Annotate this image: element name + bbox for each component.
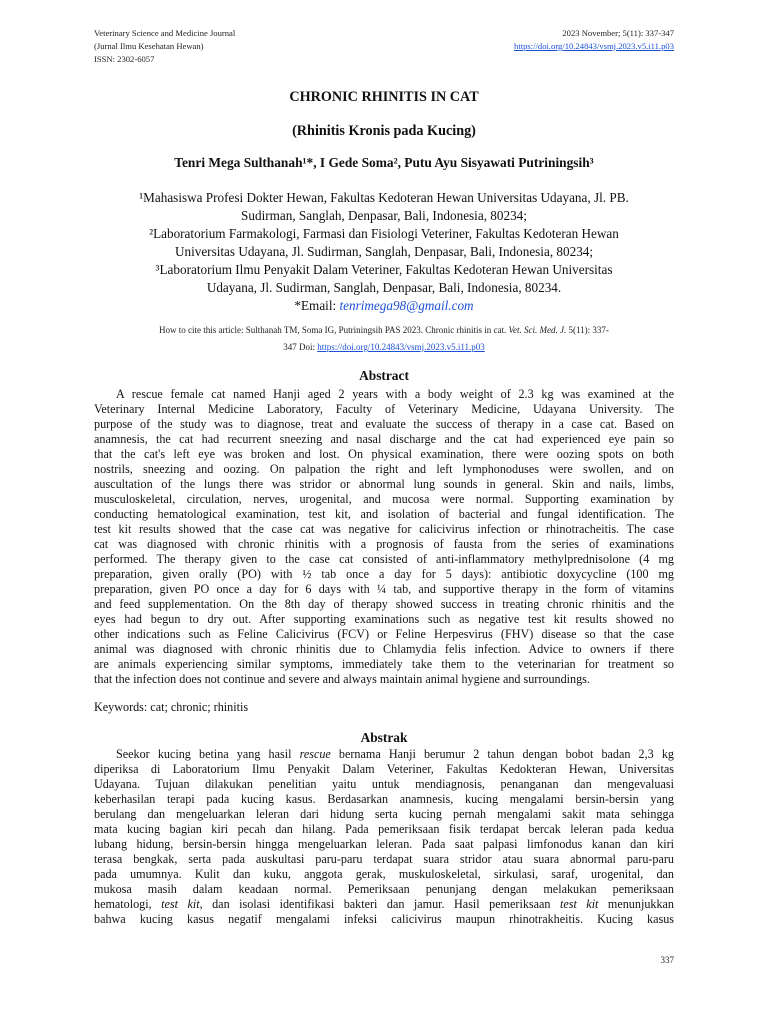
- citation-line-1: [90, 322, 678, 339]
- abstrak-line: [94, 897, 674, 912]
- abstrak-line: terasa bengkak, serta pada auskultasi paru-paru terdapat suara stridor atau suara abnormal paru-paru: [94, 852, 674, 866]
- affiliation-line: Udayana, Jl. Sudirman, Sanglah, Denpasar, Bali, Indonesia, 80234.: [206, 280, 562, 295]
- keywords: Keywords: cat; chronic; rhinitis: [94, 700, 249, 714]
- abstrak-line: mukosa masih dalam keadaan normal. Pemeriksaan penunjang dengan melakukan pemeriksaan: [94, 882, 674, 896]
- affiliation-line: ²Laboratorium Farmakologi, Farmasi dan Fisiologi Veteriner, Fakultas Kedoteran Hewan: [149, 226, 619, 241]
- abstrak-italic: test kit: [161, 897, 200, 911]
- abstrak-heading: Abstrak: [360, 730, 408, 745]
- abstract-line: anamnesis, the cat had recurrent sneezing and nasal discharge and the cat had experienced eye pain so: [94, 432, 674, 446]
- abstrak-italic: rescue: [299, 747, 331, 761]
- abstract-heading: Abstract: [359, 368, 409, 383]
- abstrak-text: menunjukkan: [598, 897, 674, 911]
- abstract-line: performed. The therapy given to the case cat consisted of anti-inflammatory methylprednisolone (4 mg: [94, 552, 674, 566]
- citation-text: How to cite this article: Sulthanah TM, Soma IG, Putriningsih PAS 2023. Chronic rhinitis in cat.: [159, 325, 507, 335]
- abstrak-line: Udayana. Tujuan dilakukan penelitian yaitu untuk mendiagnosis, penanganan dan mengevaluasi: [94, 777, 674, 791]
- abstrak-line: bahwa kucing kasus negatif mengalami infeksi calicivirus maupun rhinotrakheitis. Kucing kasus: [94, 912, 674, 926]
- abstract-line: that the cat's left eye was broken and lost. On physical examination, there were oozing spots on both: [94, 447, 674, 461]
- affiliation-line: ³Laboratorium Ilmu Penyakit Dalam Veteriner, Fakultas Kedoteran Hewan Universitas: [155, 262, 613, 277]
- abstrak-text: Seekor kucing betina yang hasil: [116, 747, 300, 761]
- abstract-line: are animals experiencing similar symptoms, immediately take them to the veterinarian for treatment so: [94, 657, 674, 671]
- abstrak-line: lubang hidung, bersin-bersin hingga mengeluarkan leleran. Pada saat palpasi limfonodus kanan dan kiri: [94, 837, 674, 851]
- citation-journal: Vet. Sci. Med. J.: [508, 325, 567, 335]
- affiliations: [90, 189, 678, 315]
- abstrak-line: diperiksa di Laboratorium Ilmu Penyakit Dalam Veteriner, Fakultas Kedokteran Hewan, Universitas: [94, 762, 674, 776]
- abstract-body: [94, 387, 674, 687]
- abstract-line: animal was diagnosed with chronic rhinitis due to Chlamydia felis infection. Advice to owners if there: [94, 642, 674, 656]
- abstract-line: A rescue female cat named Hanji aged 2 years with a body weight of 2.3 kg was examined at the: [116, 387, 674, 401]
- abstrak-line: [94, 747, 674, 762]
- abstrak-line: pada umumnya. Kulit dan kuku, anggota gerak, muskuloskeletal, sirkulasi, saraf, urogenital, dan: [94, 867, 674, 881]
- citation-volume: 5(11): 337-: [568, 325, 609, 335]
- author-list: Tenri Mega Sulthanah¹*, I Gede Soma², Putu Ayu Sisyawati Putriningsih³: [174, 155, 594, 170]
- abstrak-italic: test kit: [559, 897, 599, 911]
- issue-date: 2023 November; 5(11): 337-347: [562, 28, 674, 38]
- affiliation-line: Sudirman, Sanglah, Denpasar, Bali, Indonesia, 80234;: [241, 208, 527, 223]
- issn: ISSN: 2302-6057: [94, 54, 155, 64]
- email-link[interactable]: tenrimega98@gmail.com: [339, 298, 474, 313]
- citation-line-2: [90, 339, 678, 356]
- abstract-line: musculoskeletal, circulation, nerves, urogenital, and mucosa were normal. Supporting examination by: [94, 492, 674, 506]
- page-number: 337: [660, 955, 674, 965]
- abstract-line: and feed supplementation. On the 8th day of therapy showed success in treating chronic rhinitis and the: [94, 597, 674, 611]
- affiliation-line: Universitas Udayana, Jl. Sudirman, Sanglah, Denpasar, Bali, Indonesia, 80234;: [174, 244, 594, 259]
- abstract-line: nostrils, sneezing and oozing. On palpation the right and left lymphonoduses were swollen, and on: [94, 462, 674, 476]
- abstrak-body: [94, 747, 674, 927]
- abstrak-text: , dan isolasi identifikasi bakteri dan jamur. Hasil pemeriksaan: [199, 897, 560, 911]
- citation-doi-link[interactable]: https://doi.org/10.24843/vsmj.2023.v5.i11.p03: [317, 342, 485, 352]
- abstract-line: that the infection does not continue and severe and always maintain animal hygiene and surroundings.: [94, 672, 590, 686]
- affiliation-line: ¹Mahasiswa Profesi Dokter Hewan, Fakultas Kedoteran Hewan Universitas Udayana, Jl. PB.: [139, 190, 629, 205]
- abstrak-line: mata kucing bagian kiri pecah dan hilang. Pada pemeriksaan fisik terdapat bercak leleran pada kedua: [94, 822, 674, 836]
- abstrak-text: hematologi,: [94, 897, 162, 911]
- abstract-line: auscultation of the lungs there was stridor or abnormal lung sounds in general. Skin and nails, limbs,: [94, 477, 674, 491]
- abstract-line: other indications such as Feline Calicivirus (FCV) or Feline Herpesvirus (FHV) disease so that the case: [94, 627, 674, 641]
- abstract-line: Veterinary Internal Medicine Laboratory, Faculty of Veterinary Medicine, Udayana University. The: [94, 402, 674, 416]
- journal-header-right: [514, 27, 674, 53]
- paper-title: CHRONIC RHINITIS IN CAT: [289, 89, 479, 105]
- journal-local-name: (Jurnal Ilmu Kesehatan Hewan): [94, 41, 204, 51]
- abstract-line: conducting hematological examination, test kit, and isolation of bacterial and fungal identification. The: [94, 507, 674, 521]
- abstract-line: test kit results showed that the case cat was negative for calicivirus infection or rhinotracheitis. The case: [94, 522, 674, 536]
- abstract-line: eyes had begun to dry out. After supporting examinations such as negative test kit results showed no: [94, 612, 674, 626]
- abstract-line: cat was diagnosed with chronic rhinitis with a prognosis of fausta from the series of examinations: [94, 537, 674, 551]
- email-line: [90, 297, 678, 315]
- abstract-line: purpose of the study was to diagnose, treat and evaluate the success of therapy in a case cat. Based on: [94, 417, 674, 431]
- citation-block: [90, 322, 678, 356]
- journal-name: Veterinary Science and Medicine Journal: [94, 28, 236, 38]
- abstrak-line: berulang dan mengeluarkan leleran dari hidung serta kucing pernah mengalami sakit mata sehingga: [94, 807, 674, 821]
- email-label: *Email:: [294, 298, 340, 313]
- abstrak-line: keberhasilan terapi pada kucing kasus. Berdasarkan anamnesis, kucing mengalami bersin-bersin yang: [94, 792, 674, 806]
- abstrak-text: bernama Hanji berumur 2 tahun dengan bobot badan 2,3 kg: [330, 747, 674, 761]
- paper-subtitle: (Rhinitis Kronis pada Kucing): [292, 123, 476, 139]
- abstract-line: preparation, given PO once a day for 6 days with ¼ tab, and supportive therapy in the form of vitamins: [94, 582, 674, 596]
- abstract-line: preparation, given orally (PO) with ½ tab once a day for 5 days): antibiotic doxycycline (100 mg: [94, 567, 674, 581]
- doi-link[interactable]: https://doi.org/10.24843/vsmj.2023.v5.i11.p03: [514, 41, 674, 51]
- journal-header-left: [94, 27, 235, 66]
- citation-doi-label: 347 Doi:: [283, 342, 318, 352]
